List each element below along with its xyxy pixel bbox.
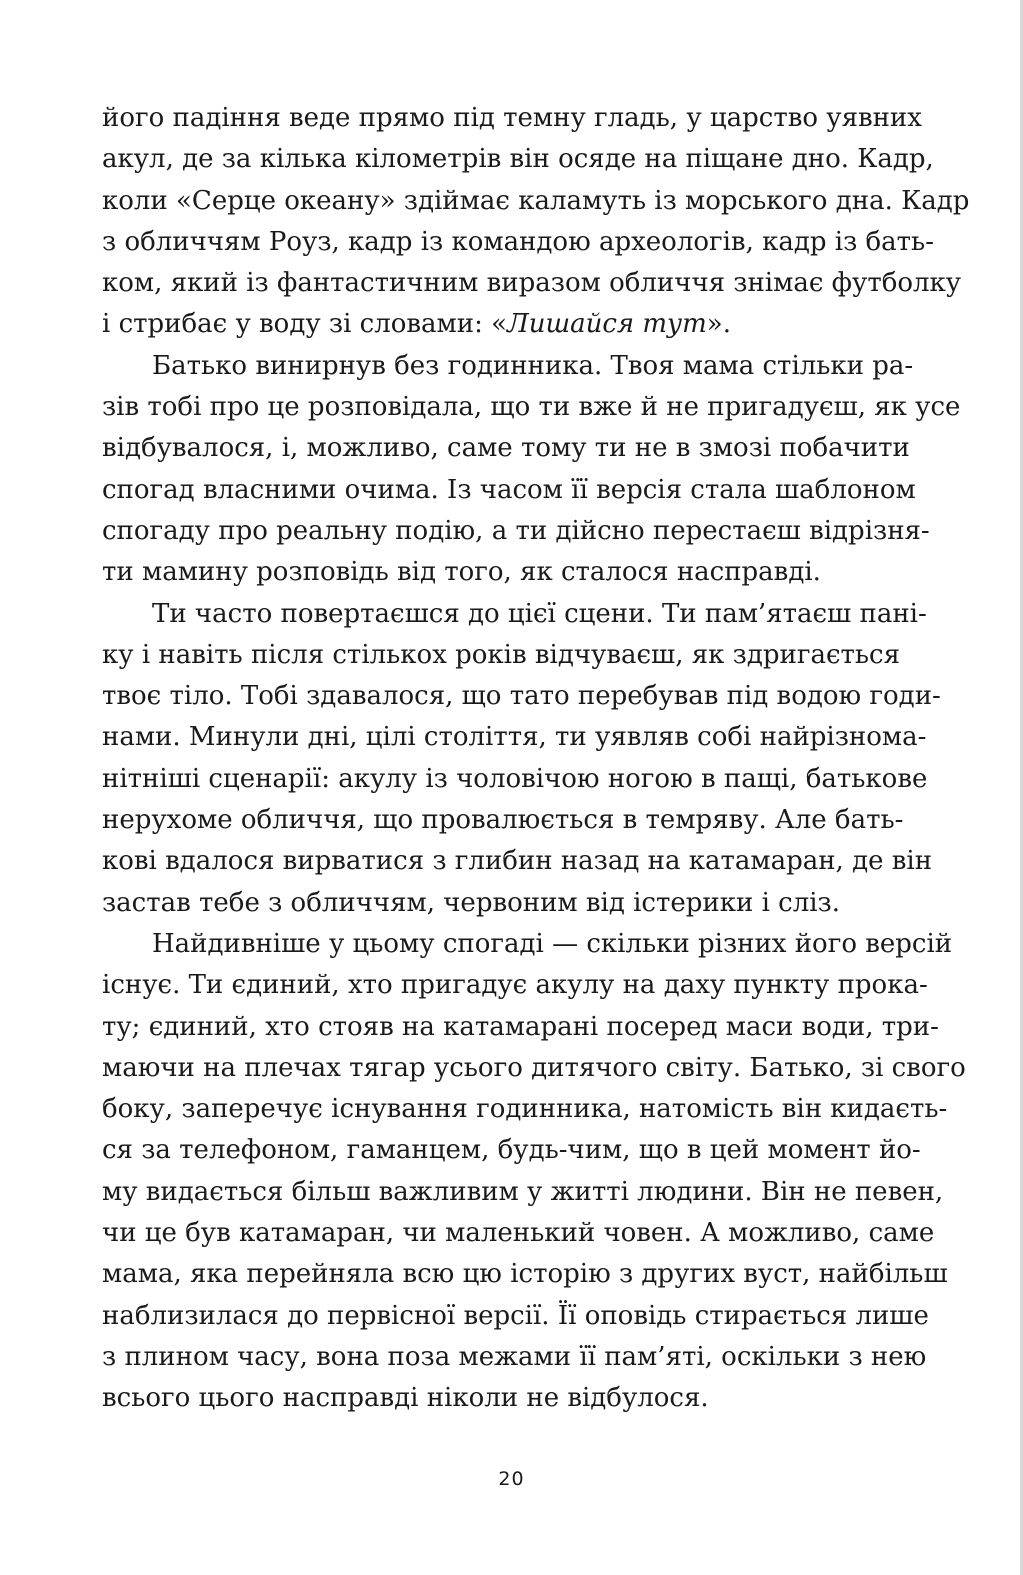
text-line	[102, 304, 878, 345]
text-line: спогаду про реальну подію, а ти дійсно перестаєш відрізня-	[102, 515, 930, 546]
text-line: маючи на плечах тягар усього дитячого світу. Батько, зі свого	[102, 1052, 966, 1083]
text-line: його падіння веде прямо під темну гладь, у царство уявних	[102, 103, 922, 133]
text-line: кові вдалося вирватися з глибин назад на катамаран, де він	[102, 846, 933, 877]
text-line: коли «Серце океану» здіймає каламуть із морського дна. Кадр	[102, 185, 970, 216]
text-line: Ти часто повертаєшся до цієї сцени. Ти пам’ятаєш пані-	[152, 598, 927, 629]
text-line: з плином часу, вона поза межами її пам’яті, оскільки з нею	[102, 1341, 927, 1372]
page-number: 20	[498, 1468, 525, 1490]
body-text	[102, 98, 970, 1420]
text-line: нітніші сценарії: акулу із чоловічою ногою в пащі, батькове	[102, 763, 928, 794]
italic-phrase: Лишайся тут	[507, 309, 707, 340]
text-segment: ».	[706, 309, 731, 340]
paragraph-2	[102, 346, 961, 594]
text-line: застав тебе з обличчям, червоним від істерики і сліз.	[102, 887, 841, 918]
text-line: наблизилася до первісної версії. Її оповідь стирається лише	[102, 1300, 929, 1331]
text-line: всього цього насправді ніколи не відбулося.	[102, 1383, 709, 1414]
text-line: твоє тіло. Тобі здавалося, що тато перебував під водою годи-	[102, 681, 941, 712]
text-line: чи це був катамаран, чи маленький човен. А можливо, саме	[102, 1218, 935, 1249]
text-line: нами. Минули дні, цілі століття, ти уявляв собі найрізнома-	[102, 722, 927, 753]
text-line: ку і навіть після стількох років відчуваєш, як здригається	[102, 639, 901, 670]
text-line: нерухоме обличчя, що провалюється в темряву. Але бать-	[102, 805, 904, 836]
text-line: мама, яка перейняла всю цю історію з других вуст, найбільш	[102, 1259, 948, 1290]
text-line: зів тобі про це розповідала, що ти вже й не пригадуєш, як усе	[102, 392, 961, 423]
text-line: му видається більш важливим у житті людини. Він не певен,	[102, 1176, 944, 1207]
text-line: боку, заперечує існування годинника, натомість він кидаєть-	[102, 1094, 948, 1125]
text-line: відбувалося, і, можливо, саме тому ти не в змозі побачити	[102, 433, 910, 464]
text-line: Найдивніше у цьому спогаді — скільки різних його версій	[152, 928, 953, 959]
text-line: ту; єдиний, хто стояв на катамарані посеред маси води, три-	[102, 1011, 939, 1042]
text-segment: і стрибає у воду зі словами: «	[102, 309, 508, 340]
text-line: спогад власними очима. Із часом її версія стала шаблоном	[102, 474, 916, 505]
text-line: ком, який із фантастичним виразом обличчя знімає футболку	[102, 268, 962, 299]
paragraph-3	[102, 594, 941, 924]
paragraph-1	[102, 98, 970, 346]
text-line: акул, де за кілька кілометрів він осяде на піщане дно. Кадр,	[102, 144, 934, 175]
text-line: ти мамину розповідь від того, як сталося насправді.	[102, 557, 821, 588]
text-line: Батько винирнув без годинника. Твоя мама стільки ра-	[152, 350, 914, 381]
text-line: з обличчям Роуз, кадр із командою археологів, кадр із бать-	[102, 226, 934, 257]
text-line: існує. Ти єдиний, хто пригадує акулу на даху пункту прока-	[102, 970, 928, 1001]
paragraph-4	[102, 924, 966, 1420]
text-line: ся за телефоном, гаманцем, будь-чим, що в цей момент йо-	[102, 1135, 921, 1166]
